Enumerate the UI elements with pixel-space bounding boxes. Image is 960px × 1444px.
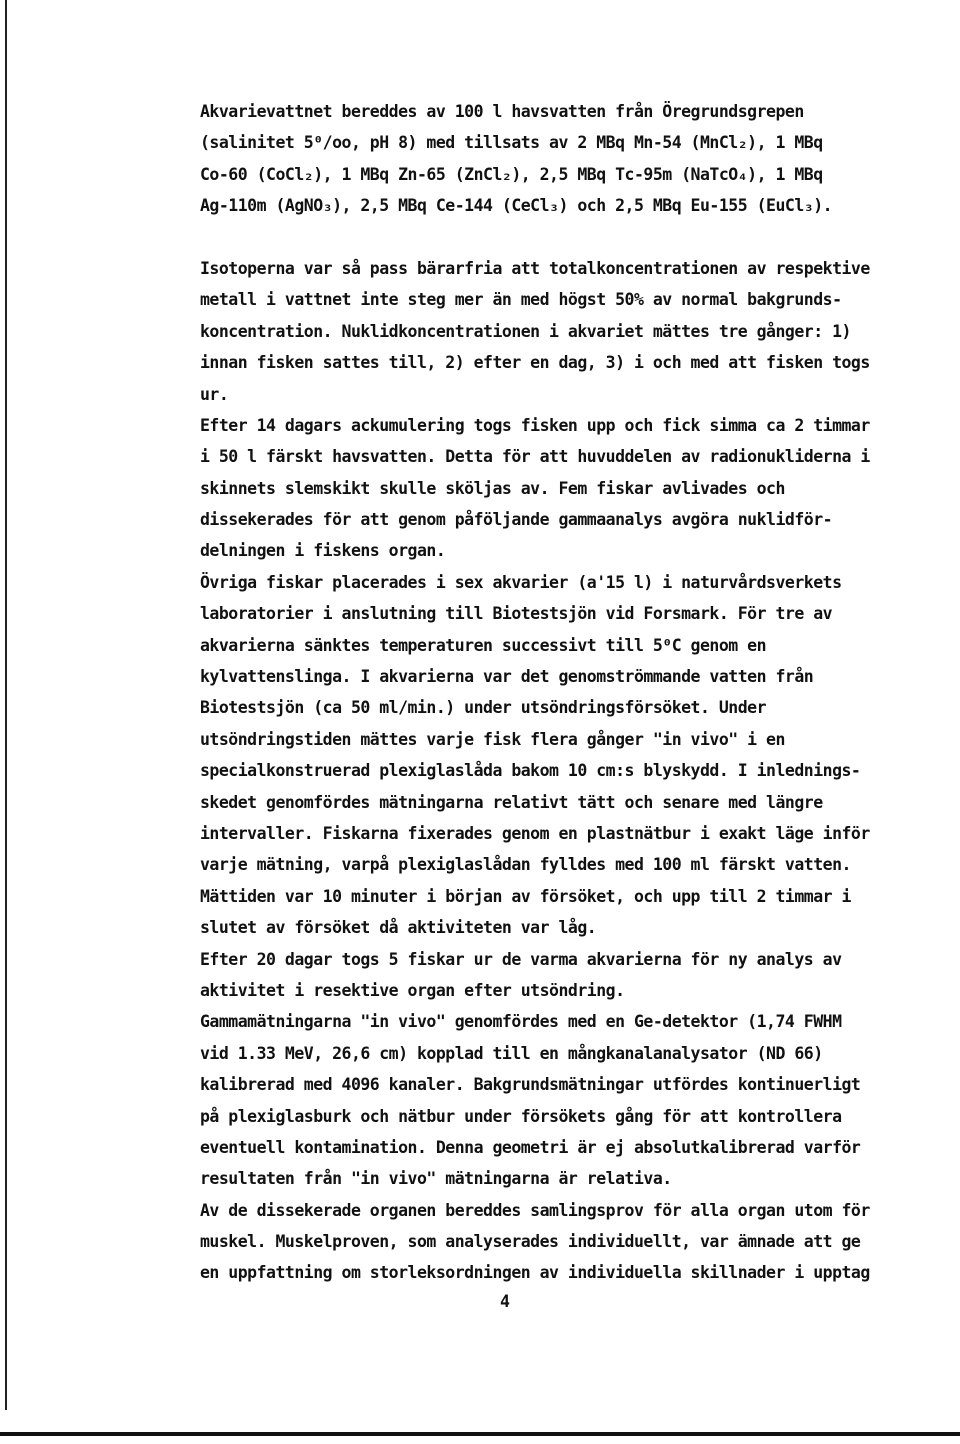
text-line: Efter 14 dagars ackumulering togs fisken upp och fick simma ca 2 timmar bbox=[200, 415, 870, 435]
text-line: Biotestsjön (ca 50 ml/min.) under utsöndringsförsöket. Under bbox=[200, 698, 767, 718]
text-line: intervaller. Fiskarna fixerades genom en plastnätbur i exakt läge inför bbox=[200, 823, 870, 843]
text-line: slutet av försöket då aktiviteten var låg. bbox=[200, 918, 597, 938]
text-line: eventuell kontamination. Denna geometri är ej absolutkalibrerad varför bbox=[200, 1137, 861, 1157]
text-line: skedet genomfördes mätningarna relativt tätt och senare med längre bbox=[200, 792, 823, 812]
text-line: Akvarievattnet bereddes av 100 l havsvatten från Öregrundsgrepen bbox=[200, 102, 804, 121]
text-line: Övriga fiskar placerades i sex akvarier (a'15 l) i naturvårdsverkets bbox=[200, 572, 842, 592]
text-line: koncentration. Nuklidkoncentrationen i akvariet mättes tre gånger: 1) bbox=[200, 321, 851, 341]
text-line: laboratorier i anslutning till Biotestsjön vid Forsmark. För tre av bbox=[200, 604, 833, 624]
text-line: Ag-110m (AgNO₃), 2,5 MBq Ce-144 (CeCl₃) och 2,5 MBq Eu-155 (EuCl₃). bbox=[200, 196, 833, 216]
page-number: 4 bbox=[500, 1292, 510, 1311]
paragraph-gap bbox=[200, 222, 930, 253]
text-line: vid 1.33 MeV, 26,6 cm) kopplad till en mångkanalanalysator (ND 66) bbox=[200, 1043, 823, 1063]
text-line: ur. bbox=[200, 384, 229, 404]
text-line: metall i vattnet inte steg mer än med högst 50% av normal bakgrunds- bbox=[200, 290, 842, 310]
text-line: Isotoperna var så pass bärarfria att totalkoncentrationen av respektive bbox=[200, 258, 870, 278]
text-line: utsöndringstiden mättes varje fisk flera gånger "in vivo" i en bbox=[200, 729, 785, 749]
text-line: specialkonstruerad plexiglaslåda bakom 10 cm:s blyskydd. I inlednings- bbox=[200, 761, 861, 781]
text-line: delningen i fiskens organ. bbox=[200, 541, 446, 561]
text-line: Efter 20 dagar togs 5 fiskar ur de varma akvarierna för ny analys av bbox=[200, 949, 842, 969]
text-line: en uppfattning om storleksordningen av individuella skillnader i upptag bbox=[200, 1263, 870, 1283]
document-body bbox=[200, 96, 930, 1289]
text-line: på plexiglasburk och nätbur under försökets gång för att kontrollera bbox=[200, 1106, 842, 1126]
text-line: varje mätning, varpå plexiglaslådan fylldes med 100 ml färskt vatten. bbox=[200, 855, 851, 875]
scan-bottom-edge bbox=[0, 1432, 960, 1436]
text-line: Mättiden var 10 minuter i början av försöket, och upp till 2 timmar i bbox=[200, 886, 851, 906]
text-line: innan fisken sattes till, 2) efter en dag, 3) i och med att fisken togs bbox=[200, 353, 870, 373]
text-line: Gammamätningarna "in vivo" genomfördes med en Ge-detektor (1,74 FWHM bbox=[200, 1012, 842, 1032]
text-line: resultaten från "in vivo" mätningarna är relativa. bbox=[200, 1169, 672, 1189]
text-line: akvarierna sänktes temperaturen successivt till 5⁰C genom en bbox=[200, 635, 767, 655]
text-line: Co-60 (CoCl₂), 1 MBq Zn-65 (ZnCl₂), 2,5 MBq Tc-95m (NaTcO₄), 1 MBq bbox=[200, 164, 823, 184]
text-line: dissekerades för att genom påföljande gammaanalys avgöra nuklidför- bbox=[200, 510, 833, 530]
text-line: Av de dissekerade organen bereddes samlingsprov för alla organ utom för bbox=[200, 1200, 870, 1220]
scan-left-edge bbox=[5, 0, 7, 1410]
text-line: kylvattenslinga. I akvarierna var det genomströmmande vatten från bbox=[200, 667, 814, 687]
text-line: skinnets slemskikt skulle sköljas av. Fem fiskar avlivades och bbox=[200, 478, 785, 498]
text-line: aktivitet i resektive organ efter utsöndring. bbox=[200, 980, 625, 1000]
text-line: kalibrerad med 4096 kanaler. Bakgrundsmätningar utfördes kontinuerligt bbox=[200, 1075, 861, 1095]
text-line: i 50 l färskt havsvatten. Detta för att huvuddelen av radionukliderna i bbox=[200, 447, 870, 467]
text-line: muskel. Muskelproven, som analyserades individuellt, var ämnade att ge bbox=[200, 1232, 861, 1252]
text-line: (salinitet 5⁰/oo, pH 8) med tillsats av 2 MBq Mn-54 (MnCl₂), 1 MBq bbox=[200, 133, 823, 153]
